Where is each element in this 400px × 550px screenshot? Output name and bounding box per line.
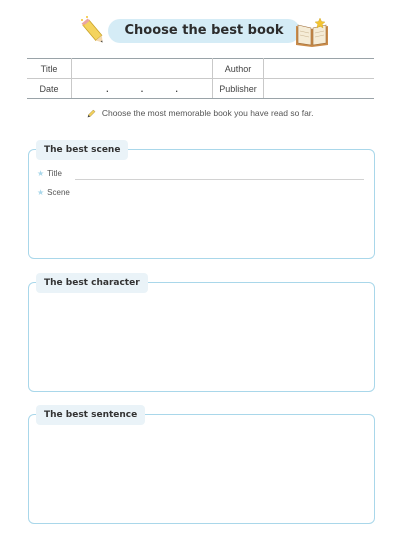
best-sentence-box[interactable] bbox=[28, 410, 375, 524]
best-character-box[interactable] bbox=[28, 278, 375, 392]
table-row bbox=[27, 79, 374, 99]
star-icon: ★ bbox=[37, 169, 45, 178]
date-label: Date bbox=[27, 79, 72, 99]
book-info-table bbox=[27, 58, 374, 99]
author-field[interactable] bbox=[264, 59, 375, 79]
title-label: Title bbox=[27, 59, 72, 79]
best-character-label: The best character bbox=[36, 273, 148, 293]
table-row bbox=[27, 59, 374, 79]
author-label: Author bbox=[213, 59, 264, 79]
date-separator: . bbox=[106, 83, 109, 94]
instruction bbox=[0, 108, 400, 119]
publisher-label: Publisher bbox=[213, 79, 264, 99]
date-field[interactable] bbox=[72, 79, 213, 99]
best-scene-box[interactable] bbox=[28, 145, 375, 259]
pencil-icon bbox=[78, 14, 108, 48]
instruction-text: Choose the most memorable book you have read so far. bbox=[101, 108, 314, 118]
best-scene-label: The best scene bbox=[36, 140, 128, 160]
scene-title-label: Title bbox=[47, 169, 62, 178]
best-sentence-label: The best sentence bbox=[36, 405, 145, 425]
pencil-small-icon bbox=[86, 109, 96, 119]
scene-row bbox=[37, 188, 70, 197]
scene-label: Scene bbox=[47, 188, 70, 197]
title-field[interactable] bbox=[72, 59, 213, 79]
book-icon bbox=[292, 16, 332, 48]
scene-title-line[interactable] bbox=[75, 179, 364, 180]
publisher-field[interactable] bbox=[264, 79, 375, 99]
date-separator: . bbox=[175, 83, 178, 94]
page-title: Choose the best book bbox=[124, 23, 284, 38]
scene-title-row bbox=[37, 169, 62, 178]
date-separator: . bbox=[140, 83, 144, 94]
star-icon: ★ bbox=[37, 188, 45, 197]
